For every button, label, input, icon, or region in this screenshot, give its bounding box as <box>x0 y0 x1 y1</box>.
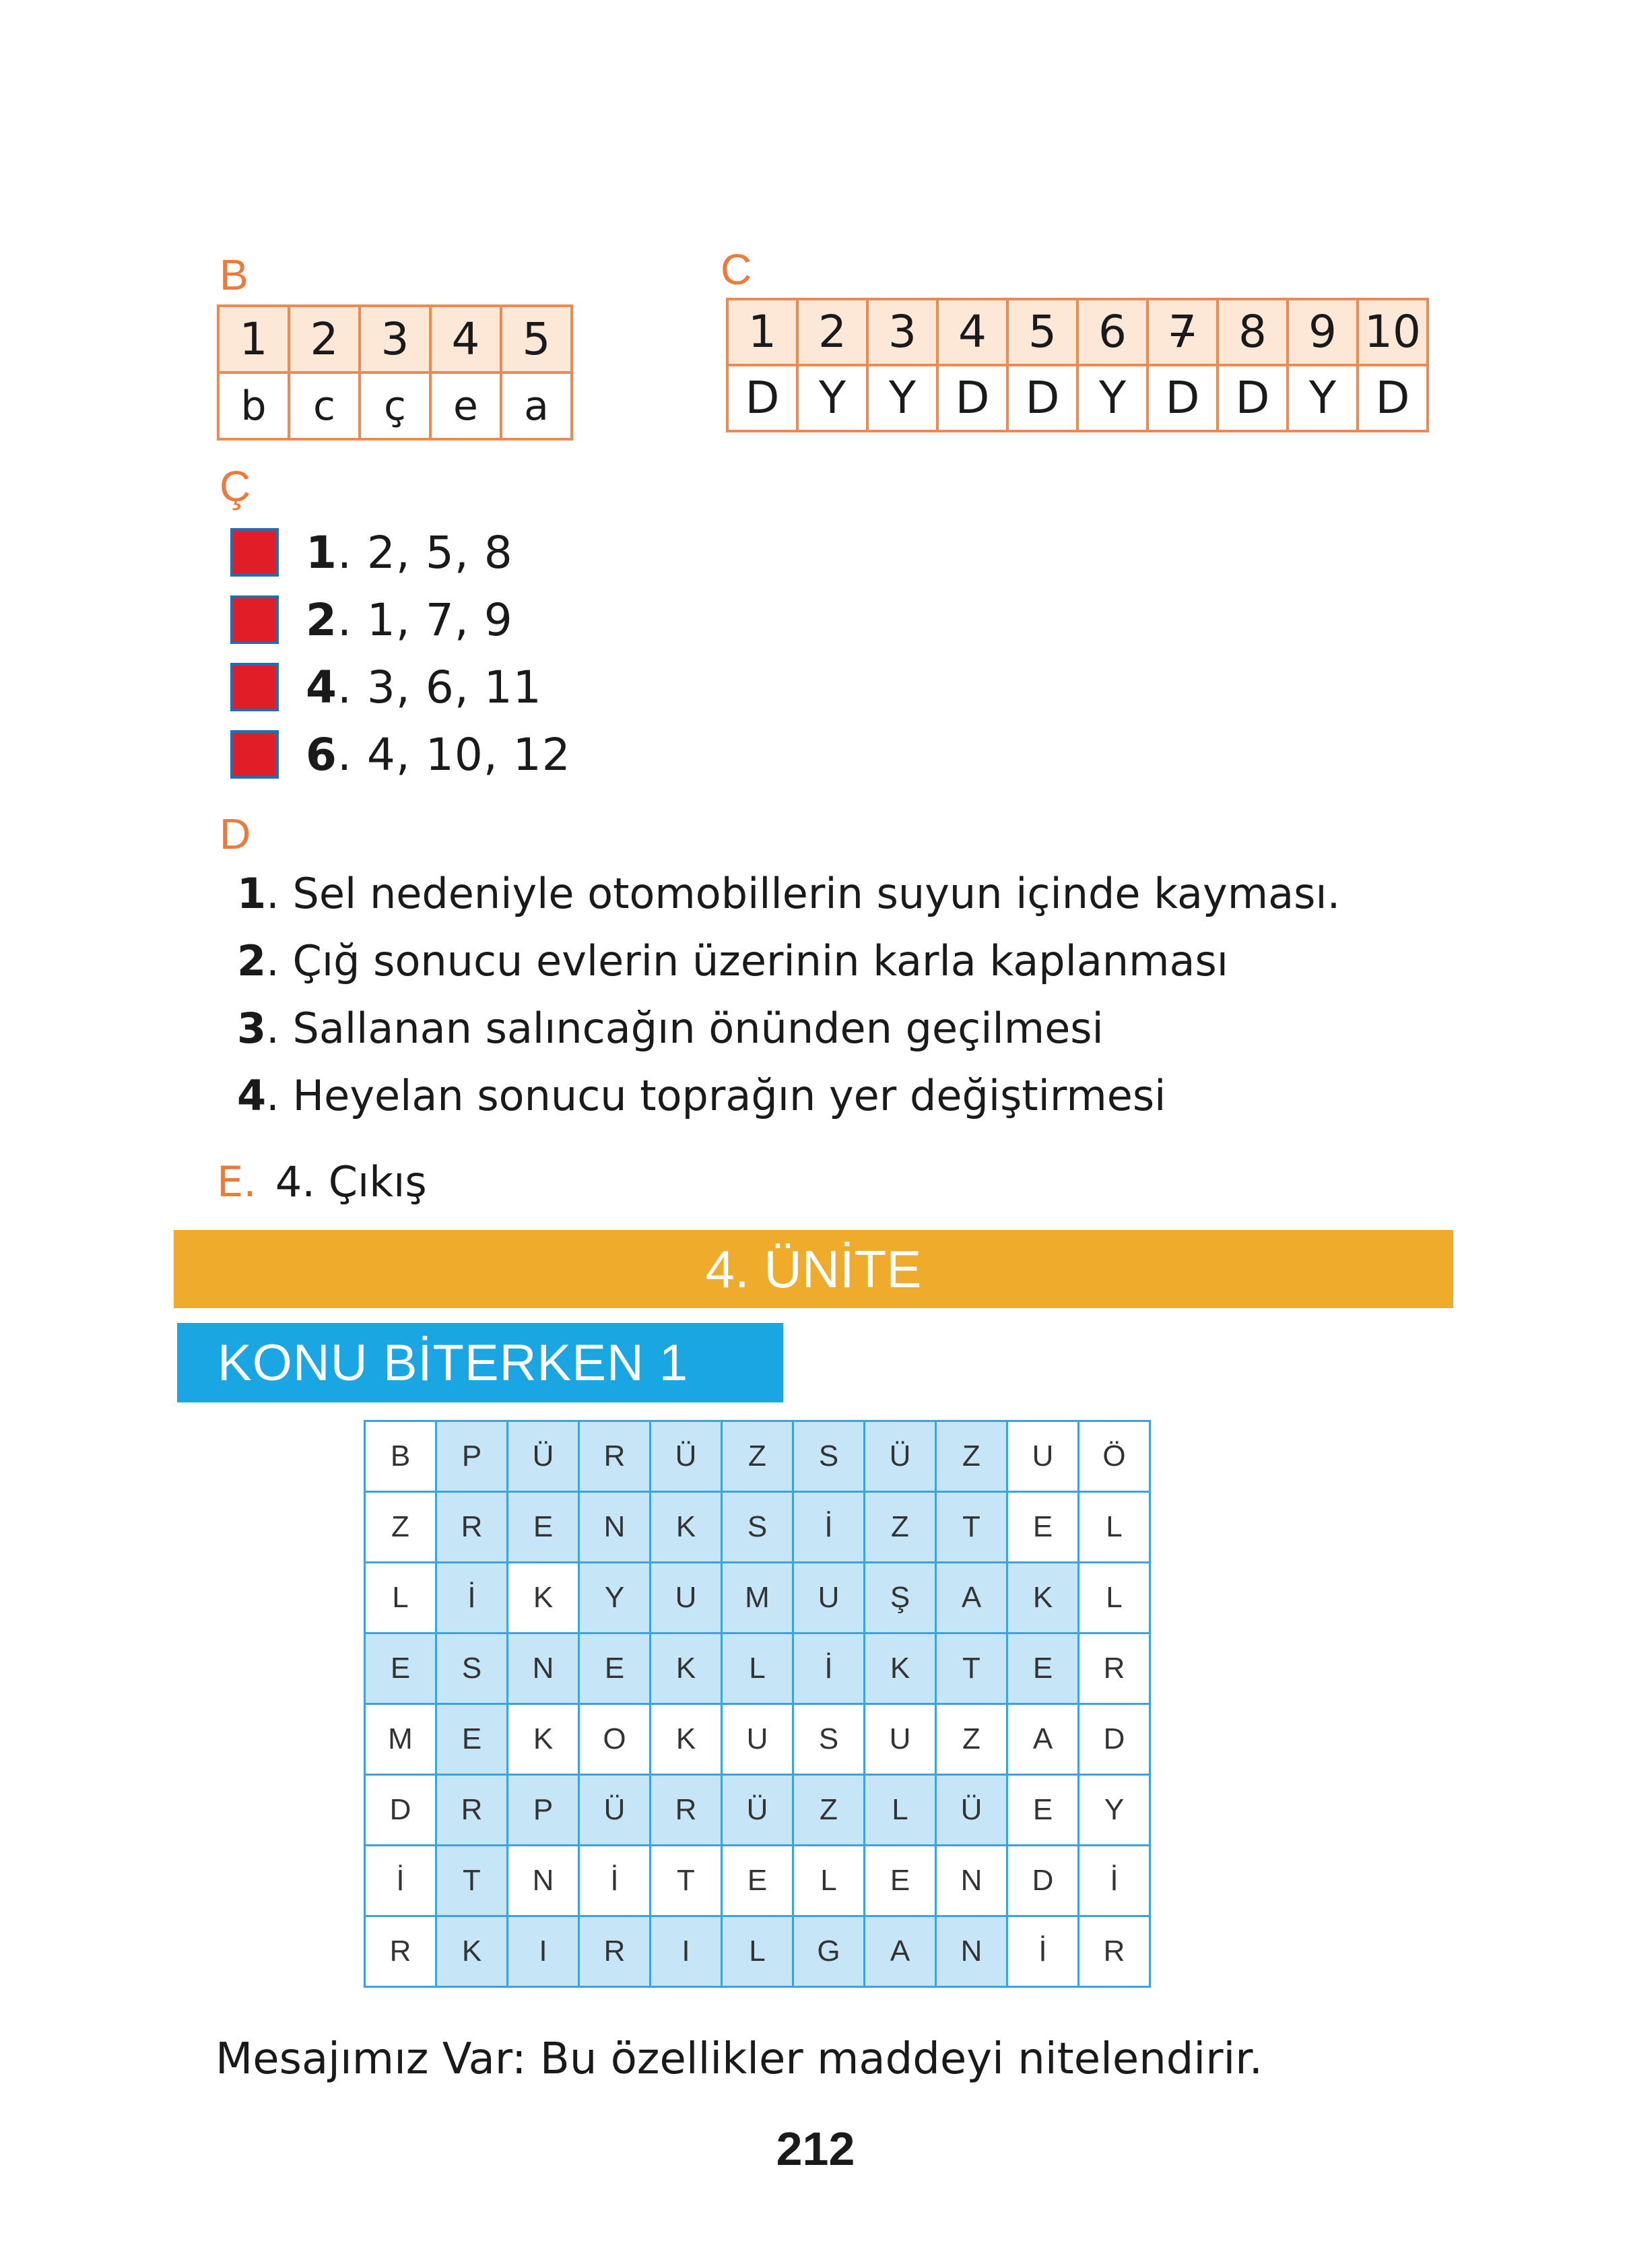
answer-table-answer-row <box>218 372 572 439</box>
grid-cell: L <box>793 1846 865 1916</box>
grid-cell: L <box>1079 1492 1150 1563</box>
grid-cell: N <box>508 1846 579 1916</box>
grid-cell: L <box>722 1916 793 1987</box>
grid-cell: R <box>579 1421 651 1492</box>
answer-table-number-row <box>218 306 572 372</box>
grid-cell: R <box>365 1916 436 1987</box>
answer-sentence-number: 4 <box>237 1071 267 1120</box>
grid-row <box>365 1916 1150 1987</box>
section-cc-label: Ç <box>220 462 251 511</box>
answer-number-cell: 2 <box>289 306 360 372</box>
grid-row <box>365 1563 1150 1633</box>
grid-cell: E <box>365 1633 436 1704</box>
grid-cell: Y <box>1079 1775 1150 1846</box>
grid-cell: A <box>865 1916 936 1987</box>
answer-cell: D <box>1147 365 1218 431</box>
grid-cell: T <box>436 1846 508 1916</box>
marked-answer-values: . 2, 5, 8 <box>337 526 513 579</box>
grid-cell: U <box>1007 1421 1079 1492</box>
marked-answer-row <box>230 524 513 581</box>
grid-cell: E <box>722 1846 793 1916</box>
answer-cell: b <box>218 372 289 439</box>
answer-cell: c <box>289 372 360 439</box>
red-marker-box <box>230 528 279 577</box>
grid-cell: E <box>865 1846 936 1916</box>
section-e-label: E. <box>217 1157 257 1206</box>
grid-cell: N <box>936 1916 1007 1987</box>
grid-cell: M <box>365 1704 436 1775</box>
answer-sentence <box>237 1004 1104 1053</box>
grid-cell: R <box>1079 1633 1150 1704</box>
answer-number-cell <box>1147 299 1218 365</box>
section-b-label: B <box>220 251 248 299</box>
grid-cell: E <box>436 1704 508 1775</box>
marked-answer-number: 6 <box>306 728 337 781</box>
answer-number-cell: 6 <box>1077 299 1147 365</box>
grid-cell: Z <box>365 1492 436 1563</box>
answer-sentence <box>237 936 1228 985</box>
grid-cell: K <box>508 1704 579 1775</box>
grid-cell: N <box>579 1492 651 1563</box>
grid-cell: K <box>651 1492 722 1563</box>
answer-cell: Y <box>1288 365 1358 431</box>
answer-number-cell: 5 <box>501 306 572 372</box>
grid-cell: İ <box>793 1492 865 1563</box>
answer-number-cell: 8 <box>1218 299 1288 365</box>
grid-cell: E <box>508 1492 579 1563</box>
marked-answer-values: . 3, 6, 11 <box>337 661 542 713</box>
grid-cell: K <box>651 1704 722 1775</box>
marked-answer-number: 4 <box>306 661 337 713</box>
grid-cell: K <box>436 1916 508 1987</box>
red-marker-box <box>230 663 279 711</box>
grid-cell: R <box>436 1492 508 1563</box>
marked-answer-row <box>230 591 513 648</box>
grid-cell: U <box>651 1563 722 1633</box>
answer-number-cell: 4 <box>937 299 1007 365</box>
answer-cell: D <box>937 365 1007 431</box>
grid-cell: U <box>722 1704 793 1775</box>
grid-cell: L <box>865 1775 936 1846</box>
grid-cell: D <box>1007 1846 1079 1916</box>
grid-cell: A <box>936 1563 1007 1633</box>
grid-cell: G <box>793 1916 865 1987</box>
grid-cell: Ü <box>865 1421 936 1492</box>
grid-cell: N <box>508 1633 579 1704</box>
section-b-answer-table <box>217 304 573 441</box>
unit-title: 4. ÜNİTE <box>705 1239 922 1299</box>
grid-cell: U <box>793 1563 865 1633</box>
answer-cell: e <box>430 372 501 439</box>
grid-row <box>365 1421 1150 1492</box>
answer-sentence-text: . Heyelan sonucu toprağın yer değiştirmesi <box>266 1071 1166 1120</box>
marked-answer-values: . 4, 10, 12 <box>337 728 571 781</box>
answer-number-cell: 9 <box>1288 299 1358 365</box>
section-d-label: D <box>220 810 251 858</box>
grid-cell: İ <box>1007 1916 1079 1987</box>
grid-cell: D <box>365 1775 436 1846</box>
grid-cell: İ <box>793 1633 865 1704</box>
answer-cell: a <box>501 372 572 439</box>
grid-cell: S <box>793 1704 865 1775</box>
grid-cell: E <box>579 1633 651 1704</box>
grid-cell: Ü <box>579 1775 651 1846</box>
grid-row <box>365 1775 1150 1846</box>
grid-cell: T <box>651 1846 722 1916</box>
marked-answer-text <box>306 729 571 781</box>
marked-answer-values: . 1, 7, 9 <box>337 593 513 646</box>
grid-cell: Ü <box>722 1775 793 1846</box>
answer-number-cell: 1 <box>727 299 797 365</box>
answer-sentence-text: . Çığ sonucu evlerin üzerinin karla kaplanması <box>266 936 1229 985</box>
subsection-title-bar <box>177 1323 783 1402</box>
grid-cell: K <box>651 1633 722 1704</box>
marked-answer-text <box>306 661 542 713</box>
grid-cell: R <box>436 1775 508 1846</box>
answer-sentence <box>237 869 1340 918</box>
grid-cell: Ü <box>936 1775 1007 1846</box>
answer-sentence-text: . Sel nedeniyle otomobillerin suyun içinde kayması. <box>266 869 1341 918</box>
grid-cell: L <box>1079 1563 1150 1633</box>
section-c-answer-table <box>726 298 1429 432</box>
grid-cell: R <box>1079 1916 1150 1987</box>
grid-cell: K <box>508 1563 579 1633</box>
red-marker-box <box>230 595 279 644</box>
section-e-text: 4. Çıkış <box>275 1157 427 1206</box>
marked-answer-number: 1 <box>306 526 337 579</box>
answer-number-cell: 10 <box>1358 299 1428 365</box>
marked-answer-row <box>230 659 542 715</box>
grid-cell: İ <box>436 1563 508 1633</box>
grid-cell: Ş <box>865 1563 936 1633</box>
marked-answer-row <box>230 726 571 783</box>
grid-cell: P <box>508 1775 579 1846</box>
answer-table-number-row <box>727 299 1428 365</box>
answer-cell: Y <box>867 365 937 431</box>
answer-number-cell: 3 <box>867 299 937 365</box>
answer-number-cell: 1 <box>218 306 289 372</box>
grid-cell: A <box>1007 1704 1079 1775</box>
answer-cell: D <box>1218 365 1288 431</box>
grid-cell: M <box>722 1563 793 1633</box>
red-marker-box <box>230 730 279 779</box>
grid-cell: K <box>1007 1563 1079 1633</box>
grid-cell: T <box>936 1633 1007 1704</box>
grid-row <box>365 1846 1150 1916</box>
answer-cell: Y <box>1077 365 1147 431</box>
subsection-title: KONU BİTERKEN 1 <box>218 1334 689 1392</box>
answer-cell: D <box>727 365 797 431</box>
grid-cell: E <box>1007 1492 1079 1563</box>
answer-cell: D <box>1358 365 1428 431</box>
grid-cell: P <box>436 1421 508 1492</box>
grid-cell: S <box>722 1492 793 1563</box>
grid-cell: R <box>579 1916 651 1987</box>
grid-cell: Z <box>793 1775 865 1846</box>
grid-cell: Z <box>936 1704 1007 1775</box>
grid-row <box>365 1633 1150 1704</box>
section-e-answer <box>217 1157 427 1206</box>
answer-sentence-text: . Sallanan salıncağın önünden geçilmesi <box>266 1004 1104 1053</box>
grid-cell: E <box>1007 1633 1079 1704</box>
answer-cell: Y <box>797 365 867 431</box>
message-text: Mesajımız Var: Bu özellikler maddeyi nitelendirir. <box>215 2034 1263 2084</box>
answer-cell: D <box>1007 365 1077 431</box>
grid-cell: İ <box>1079 1846 1150 1916</box>
grid-cell: T <box>936 1492 1007 1563</box>
grid-cell: O <box>579 1704 651 1775</box>
answer-number-cell: 3 <box>360 306 430 372</box>
unit-title-bar <box>174 1230 1453 1308</box>
marked-answer-number: 2 <box>306 593 337 646</box>
grid-cell: Z <box>865 1492 936 1563</box>
grid-cell: Ö <box>1079 1421 1150 1492</box>
answer-cell: ç <box>360 372 430 439</box>
answer-number-cell: 2 <box>797 299 867 365</box>
grid-cell: Z <box>936 1421 1007 1492</box>
grid-cell: İ <box>365 1846 436 1916</box>
grid-cell: I <box>508 1916 579 1987</box>
grid-cell: U <box>865 1704 936 1775</box>
marked-answer-text <box>306 594 513 646</box>
grid-cell: Ü <box>508 1421 579 1492</box>
grid-cell: B <box>365 1421 436 1492</box>
grid-row <box>365 1704 1150 1775</box>
grid-cell: S <box>793 1421 865 1492</box>
answer-sentence-number: 2 <box>237 936 267 985</box>
grid-cell: Y <box>579 1563 651 1633</box>
grid-cell: R <box>651 1775 722 1846</box>
grid-cell: S <box>436 1633 508 1704</box>
word-search-grid <box>364 1420 1151 1988</box>
grid-cell: N <box>936 1846 1007 1916</box>
answer-sentence-number: 3 <box>237 1004 267 1053</box>
grid-cell: İ <box>579 1846 651 1916</box>
answer-number-cell: 4 <box>430 306 501 372</box>
grid-cell: L <box>365 1563 436 1633</box>
grid-cell: I <box>651 1916 722 1987</box>
answer-number-cell-text: 7 <box>1168 306 1197 358</box>
answer-sentence-number: 1 <box>237 869 267 918</box>
grid-cell: Ü <box>651 1421 722 1492</box>
section-c-label: C <box>721 245 752 294</box>
answer-table-answer-row <box>727 365 1428 431</box>
grid-cell: L <box>722 1633 793 1704</box>
page-number: 212 <box>776 2123 855 2175</box>
answer-number-cell: 5 <box>1007 299 1077 365</box>
grid-cell: E <box>1007 1775 1079 1846</box>
grid-cell: D <box>1079 1704 1150 1775</box>
grid-row <box>365 1492 1150 1563</box>
marked-answer-text <box>306 527 513 579</box>
grid-cell: K <box>865 1633 936 1704</box>
answer-sentence <box>237 1071 1166 1120</box>
grid-cell: Z <box>722 1421 793 1492</box>
